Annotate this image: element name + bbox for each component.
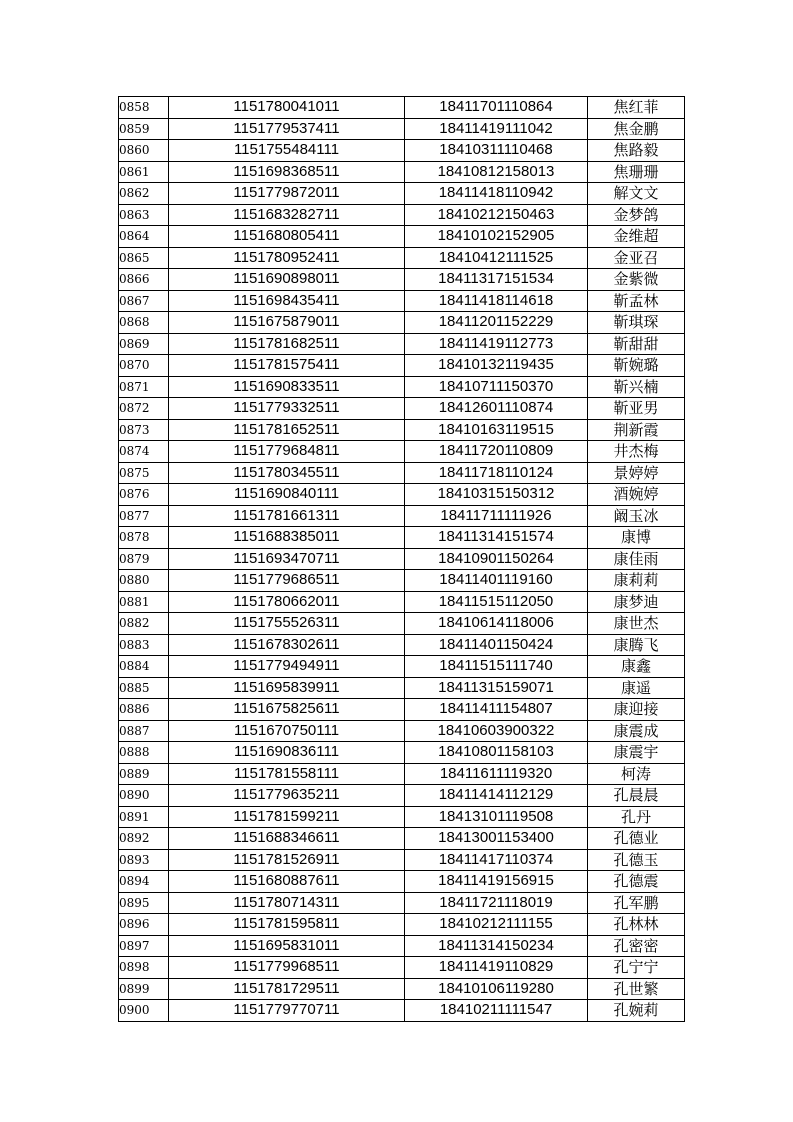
row-id-cell: 1151680805411	[169, 226, 405, 248]
table-row	[119, 161, 685, 183]
row-exam-number-cell: 18410102152905	[405, 226, 588, 248]
row-exam-number-cell: 18410311110468	[405, 140, 588, 162]
table-row	[119, 312, 685, 334]
row-id-cell: 1151688385011	[169, 527, 405, 549]
row-exam-number-cell: 18411711111926	[405, 505, 588, 527]
row-id-cell: 1151780662011	[169, 591, 405, 613]
row-seq-cell: 0891	[119, 806, 169, 828]
row-seq-cell: 0877	[119, 505, 169, 527]
table-row	[119, 247, 685, 269]
table-row	[119, 269, 685, 291]
table-row	[119, 656, 685, 678]
row-seq-cell: 0888	[119, 742, 169, 764]
table-row	[119, 183, 685, 205]
row-seq-cell: 0900	[119, 1000, 169, 1022]
row-exam-number-cell: 18410711150370	[405, 376, 588, 398]
row-seq-cell: 0892	[119, 828, 169, 850]
row-exam-number-cell: 18410163119515	[405, 419, 588, 441]
table-row	[119, 806, 685, 828]
row-seq-cell: 0890	[119, 785, 169, 807]
row-name-cell: 孔林林	[588, 914, 685, 936]
row-name-cell: 金亚召	[588, 247, 685, 269]
row-name-cell: 焦红菲	[588, 97, 685, 119]
table-row	[119, 849, 685, 871]
row-id-cell: 1151779332511	[169, 398, 405, 420]
table-row	[119, 785, 685, 807]
row-exam-number-cell: 18413001153400	[405, 828, 588, 850]
row-name-cell: 康震成	[588, 720, 685, 742]
row-seq-cell: 0871	[119, 376, 169, 398]
row-exam-number-cell: 18411401119160	[405, 570, 588, 592]
row-exam-number-cell: 18411515111740	[405, 656, 588, 678]
row-seq-cell: 0873	[119, 419, 169, 441]
row-seq-cell: 0881	[119, 591, 169, 613]
row-name-cell: 康鑫	[588, 656, 685, 678]
row-exam-number-cell: 18411314150234	[405, 935, 588, 957]
row-exam-number-cell: 18411315159071	[405, 677, 588, 699]
row-id-cell: 1151675825611	[169, 699, 405, 721]
row-id-cell: 1151698368511	[169, 161, 405, 183]
row-name-cell: 康迎接	[588, 699, 685, 721]
table-row	[119, 591, 685, 613]
table-row	[119, 548, 685, 570]
row-exam-number-cell: 18411419112773	[405, 333, 588, 355]
row-name-cell: 孔德玉	[588, 849, 685, 871]
row-seq-cell: 0878	[119, 527, 169, 549]
row-exam-number-cell: 18411418114618	[405, 290, 588, 312]
row-exam-number-cell: 18411417110374	[405, 849, 588, 871]
row-id-cell: 1151690833511	[169, 376, 405, 398]
row-seq-cell: 0862	[119, 183, 169, 205]
row-exam-number-cell: 18411701110864	[405, 97, 588, 119]
row-exam-number-cell: 18411401150424	[405, 634, 588, 656]
table-row	[119, 1000, 685, 1022]
roster-body	[119, 97, 685, 1022]
table-row	[119, 419, 685, 441]
row-name-cell: 孔军鹏	[588, 892, 685, 914]
row-name-cell: 解文文	[588, 183, 685, 205]
row-name-cell: 孔丹	[588, 806, 685, 828]
table-row	[119, 828, 685, 850]
table-row	[119, 204, 685, 226]
row-name-cell: 焦珊珊	[588, 161, 685, 183]
row-id-cell: 1151781652511	[169, 419, 405, 441]
table-row	[119, 398, 685, 420]
row-seq-cell: 0883	[119, 634, 169, 656]
row-id-cell: 1151683282711	[169, 204, 405, 226]
row-seq-cell: 0863	[119, 204, 169, 226]
row-name-cell: 孔德震	[588, 871, 685, 893]
row-exam-number-cell: 18410106119280	[405, 978, 588, 1000]
table-row	[119, 290, 685, 312]
row-name-cell: 景婷婷	[588, 462, 685, 484]
row-id-cell: 1151755484111	[169, 140, 405, 162]
row-id-cell: 1151779770711	[169, 1000, 405, 1022]
row-id-cell: 1151780041011	[169, 97, 405, 119]
row-exam-number-cell: 18411314151574	[405, 527, 588, 549]
row-seq-cell: 0880	[119, 570, 169, 592]
row-exam-number-cell: 18410132119435	[405, 355, 588, 377]
row-id-cell: 1151695839911	[169, 677, 405, 699]
row-name-cell: 康遥	[588, 677, 685, 699]
row-seq-cell: 0898	[119, 957, 169, 979]
row-id-cell: 1151779686511	[169, 570, 405, 592]
row-id-cell: 1151680887611	[169, 871, 405, 893]
table-row	[119, 570, 685, 592]
row-exam-number-cell: 18411414112129	[405, 785, 588, 807]
row-seq-cell: 0872	[119, 398, 169, 420]
row-exam-number-cell: 18410812158013	[405, 161, 588, 183]
row-id-cell: 1151780345511	[169, 462, 405, 484]
row-exam-number-cell: 18411317151534	[405, 269, 588, 291]
row-seq-cell: 0889	[119, 763, 169, 785]
table-row	[119, 355, 685, 377]
row-seq-cell: 0867	[119, 290, 169, 312]
table-row	[119, 505, 685, 527]
table-row	[119, 462, 685, 484]
row-exam-number-cell: 18411419156915	[405, 871, 588, 893]
row-id-cell: 1151698435411	[169, 290, 405, 312]
row-name-cell: 康世杰	[588, 613, 685, 635]
row-id-cell: 1151693470711	[169, 548, 405, 570]
table-row	[119, 742, 685, 764]
row-seq-cell: 0868	[119, 312, 169, 334]
row-exam-number-cell: 18411611119320	[405, 763, 588, 785]
row-id-cell: 1151690836111	[169, 742, 405, 764]
row-name-cell: 井杰梅	[588, 441, 685, 463]
row-seq-cell: 0866	[119, 269, 169, 291]
row-seq-cell: 0861	[119, 161, 169, 183]
row-seq-cell: 0893	[119, 849, 169, 871]
row-name-cell: 孔德业	[588, 828, 685, 850]
table-row	[119, 376, 685, 398]
row-exam-number-cell: 18410603900322	[405, 720, 588, 742]
row-id-cell: 1151695831011	[169, 935, 405, 957]
row-seq-cell: 0894	[119, 871, 169, 893]
table-row	[119, 97, 685, 119]
row-seq-cell: 0899	[119, 978, 169, 1000]
row-name-cell: 康佳雨	[588, 548, 685, 570]
row-id-cell: 1151678302611	[169, 634, 405, 656]
row-id-cell: 1151779537411	[169, 118, 405, 140]
row-exam-number-cell: 18410412111525	[405, 247, 588, 269]
row-exam-number-cell: 18410801158103	[405, 742, 588, 764]
row-id-cell: 1151675879011	[169, 312, 405, 334]
row-exam-number-cell: 18411718110124	[405, 462, 588, 484]
row-seq-cell: 0874	[119, 441, 169, 463]
row-seq-cell: 0897	[119, 935, 169, 957]
row-seq-cell: 0860	[119, 140, 169, 162]
table-row	[119, 677, 685, 699]
row-name-cell: 阚玉冰	[588, 505, 685, 527]
row-exam-number-cell: 18411419110829	[405, 957, 588, 979]
row-seq-cell: 0884	[119, 656, 169, 678]
row-id-cell: 1151781595811	[169, 914, 405, 936]
row-name-cell: 康博	[588, 527, 685, 549]
row-id-cell: 1151781729511	[169, 978, 405, 1000]
row-id-cell: 1151779684811	[169, 441, 405, 463]
row-name-cell: 孔宁宁	[588, 957, 685, 979]
row-name-cell: 靳甜甜	[588, 333, 685, 355]
row-id-cell: 1151781661311	[169, 505, 405, 527]
row-id-cell: 1151779635211	[169, 785, 405, 807]
row-exam-number-cell: 18411721118019	[405, 892, 588, 914]
row-name-cell: 靳琪琛	[588, 312, 685, 334]
row-name-cell: 孔晨晨	[588, 785, 685, 807]
row-seq-cell: 0870	[119, 355, 169, 377]
row-id-cell: 1151670750111	[169, 720, 405, 742]
row-exam-number-cell: 18410614118006	[405, 613, 588, 635]
row-id-cell: 1151779872011	[169, 183, 405, 205]
row-id-cell: 1151781558111	[169, 763, 405, 785]
row-exam-number-cell: 18411418110942	[405, 183, 588, 205]
row-exam-number-cell: 18411411154807	[405, 699, 588, 721]
row-seq-cell: 0886	[119, 699, 169, 721]
row-id-cell: 1151779494911	[169, 656, 405, 678]
table-row	[119, 892, 685, 914]
table-row	[119, 699, 685, 721]
row-seq-cell: 0875	[119, 462, 169, 484]
table-row	[119, 871, 685, 893]
row-id-cell: 1151779968511	[169, 957, 405, 979]
table-row	[119, 441, 685, 463]
row-exam-number-cell: 18410212150463	[405, 204, 588, 226]
roster-table	[118, 96, 685, 1022]
row-seq-cell: 0864	[119, 226, 169, 248]
row-name-cell: 孔婉莉	[588, 1000, 685, 1022]
row-name-cell: 孔世繁	[588, 978, 685, 1000]
table-row	[119, 935, 685, 957]
row-id-cell: 1151781599211	[169, 806, 405, 828]
row-exam-number-cell: 18411419111042	[405, 118, 588, 140]
table-row	[119, 914, 685, 936]
row-id-cell: 1151781526911	[169, 849, 405, 871]
table-row	[119, 527, 685, 549]
table-row	[119, 634, 685, 656]
row-name-cell: 孔密密	[588, 935, 685, 957]
row-id-cell: 1151755526311	[169, 613, 405, 635]
table-row	[119, 957, 685, 979]
row-exam-number-cell: 18411515112050	[405, 591, 588, 613]
row-exam-number-cell: 18410901150264	[405, 548, 588, 570]
table-row	[119, 118, 685, 140]
row-seq-cell: 0887	[119, 720, 169, 742]
row-name-cell: 靳亚男	[588, 398, 685, 420]
table-row	[119, 763, 685, 785]
row-id-cell: 1151781682511	[169, 333, 405, 355]
row-name-cell: 金维超	[588, 226, 685, 248]
row-exam-number-cell: 18410315150312	[405, 484, 588, 506]
row-id-cell: 1151688346611	[169, 828, 405, 850]
row-seq-cell: 0858	[119, 97, 169, 119]
row-seq-cell: 0882	[119, 613, 169, 635]
row-exam-number-cell: 18410211111547	[405, 1000, 588, 1022]
row-name-cell: 焦金鹏	[588, 118, 685, 140]
row-id-cell: 1151781575411	[169, 355, 405, 377]
row-id-cell: 1151780714311	[169, 892, 405, 914]
row-seq-cell: 0885	[119, 677, 169, 699]
row-name-cell: 金梦鸽	[588, 204, 685, 226]
row-name-cell: 柯涛	[588, 763, 685, 785]
table-row	[119, 978, 685, 1000]
row-seq-cell: 0865	[119, 247, 169, 269]
row-id-cell: 1151780952411	[169, 247, 405, 269]
row-id-cell: 1151690840111	[169, 484, 405, 506]
row-seq-cell: 0895	[119, 892, 169, 914]
row-exam-number-cell: 18412601110874	[405, 398, 588, 420]
row-seq-cell: 0869	[119, 333, 169, 355]
row-seq-cell: 0876	[119, 484, 169, 506]
table-row	[119, 226, 685, 248]
row-name-cell: 靳婉璐	[588, 355, 685, 377]
row-id-cell: 1151690898011	[169, 269, 405, 291]
row-name-cell: 靳孟林	[588, 290, 685, 312]
row-name-cell: 荆新霞	[588, 419, 685, 441]
row-name-cell: 金紫微	[588, 269, 685, 291]
row-seq-cell: 0896	[119, 914, 169, 936]
row-exam-number-cell: 18411201152229	[405, 312, 588, 334]
row-name-cell: 康腾飞	[588, 634, 685, 656]
row-name-cell: 康莉莉	[588, 570, 685, 592]
table-row	[119, 333, 685, 355]
row-name-cell: 酒婉婷	[588, 484, 685, 506]
row-name-cell: 靳兴楠	[588, 376, 685, 398]
table-row	[119, 484, 685, 506]
row-exam-number-cell: 18410212111155	[405, 914, 588, 936]
table-row	[119, 140, 685, 162]
row-name-cell: 康震宇	[588, 742, 685, 764]
table-row	[119, 720, 685, 742]
row-name-cell: 康梦迪	[588, 591, 685, 613]
row-seq-cell: 0859	[119, 118, 169, 140]
row-exam-number-cell: 18411720110809	[405, 441, 588, 463]
row-exam-number-cell: 18413101119508	[405, 806, 588, 828]
row-seq-cell: 0879	[119, 548, 169, 570]
row-name-cell: 焦路毅	[588, 140, 685, 162]
table-row	[119, 613, 685, 635]
